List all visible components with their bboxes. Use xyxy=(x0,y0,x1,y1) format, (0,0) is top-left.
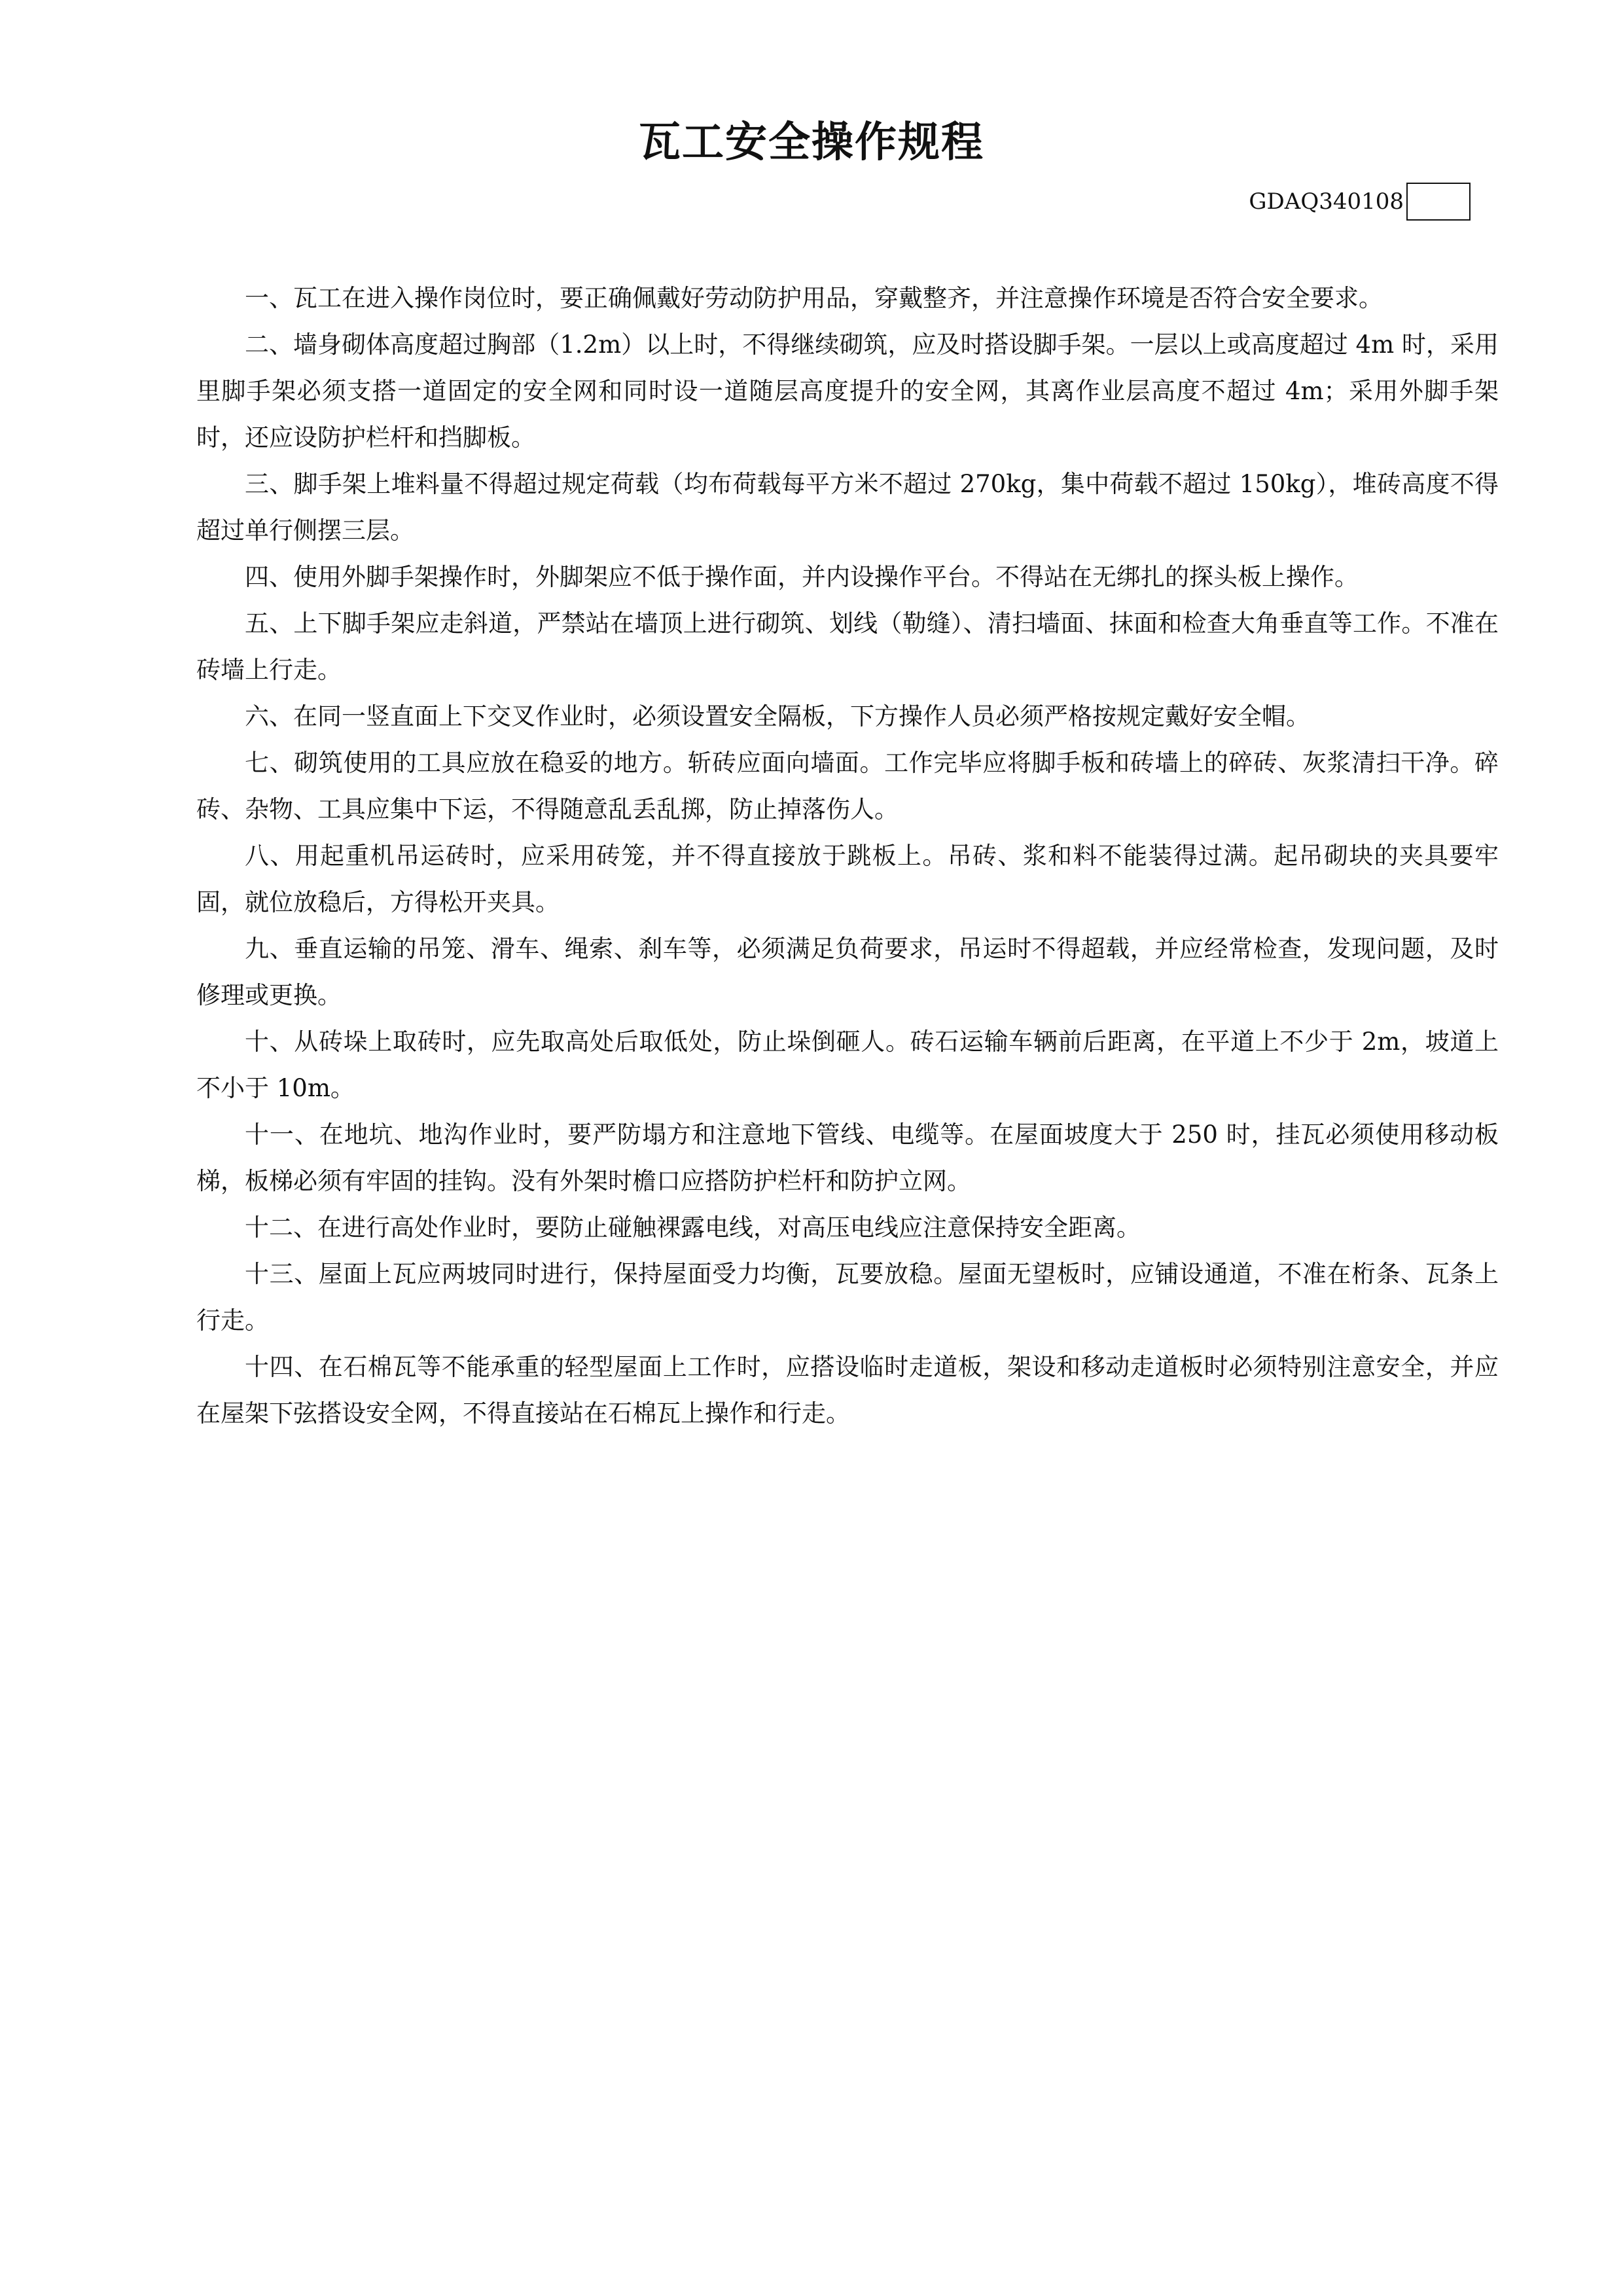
regulation-item-9: 九、垂直运输的吊笼、滑车、绳索、刹车等，必须满足负荷要求，吊运时不得超载，并应经常检查，发现问题，及时修理或更换。 xyxy=(196,935,1499,1009)
regulation-item-12: 十二、在进行高处作业时，要防止碰触裸露电线，对高压电线应注意保持安全距离。 xyxy=(245,1213,1141,1242)
regulation-item-1: 一、瓦工在进入操作岗位时，要正确佩戴好劳动防护用品，穿戴整齐，并注意操作环境是否符合安全要求。 xyxy=(245,284,1383,312)
regulation-item-6: 六、在同一竖直面上下交叉作业时，必须设置安全隔板，下方操作人员必须严格按规定戴好安全帽。 xyxy=(245,702,1310,730)
regulation-item-7: 七、砌筑使用的工具应放在稳妥的地方。斩砖应面向墙面。工作完毕应将脚手板和砖墙上的碎砖、灰浆清扫干净。碎砖、杂物、工具应集中下运，不得随意乱丢乱掷，防止掉落伤人。 xyxy=(196,749,1499,823)
regulation-item-3: 三、脚手架上堆料量不得超过规定荷载（均布荷载每平方米不超过 270kg，集中荷载不超过 150kg），堆砖高度不得超过单行侧摆三层。 xyxy=(196,470,1499,545)
document-title: 瓦工安全操作规程 xyxy=(639,118,984,167)
regulation-item-13: 十三、屋面上瓦应两坡同时进行，保持屋面受力均衡，瓦要放稳。屋面无望板时，应铺设通道，不准在桁条、瓦条上行走。 xyxy=(196,1260,1499,1335)
document-code: GDAQ340108 xyxy=(1249,188,1404,215)
document-code-box xyxy=(1406,183,1471,221)
regulation-item-14: 十四、在石棉瓦等不能承重的轻型屋面上工作时，应搭设临时走道板，架设和移动走道板时必须特别注意安全，并应在屋架下弦搭设安全网，不得直接站在石棉瓦上操作和行走。 xyxy=(196,1353,1499,1427)
regulation-item-8: 八、用起重机吊运砖时，应采用砖笼，并不得直接放于跳板上。吊砖、浆和料不能装得过满。起吊砌块的夹具要牢固，就位放稳后，方得松开夹具。 xyxy=(196,842,1499,916)
regulation-item-10: 十、从砖垛上取砖时，应先取高处后取低处，防止垛倒砸人。砖石运输车辆前后距离，在平道上不少于 2m，坡道上不小于 10m。 xyxy=(196,1028,1499,1102)
regulation-item-5: 五、上下脚手架应走斜道，严禁站在墙顶上进行砌筑、划线（勒缝）、清扫墙面、抹面和检查大角垂直等工作。不准在砖墙上行走。 xyxy=(196,609,1499,684)
regulation-item-4: 四、使用外脚手架操作时，外脚架应不低于操作面，并内设操作平台。不得站在无绑扎的探头板上操作。 xyxy=(245,563,1359,591)
regulation-body xyxy=(196,275,1499,1437)
regulation-item-2: 二、墙身砌体高度超过胸部（1.2m）以上时，不得继续砌筑，应及时搭设脚手架。一层以上或高度超过 4m 时，采用里脚手架必须支搭一道固定的安全网和同时设一道随层高度提升的安全网，其离作业层高度不超过 4m；采用外脚手架时，还应设防护栏杆和挡脚板。 xyxy=(196,331,1499,452)
document-code-row xyxy=(1249,181,1471,222)
regulation-item-11: 十一、在地坑、地沟作业时，要严防塌方和注意地下管线、电缆等。在屋面坡度大于 250 时，挂瓦必须使用移动板梯，板梯必须有牢固的挂钩。没有外架时檐口应搭防护栏杆和防护立网。 xyxy=(196,1121,1499,1195)
